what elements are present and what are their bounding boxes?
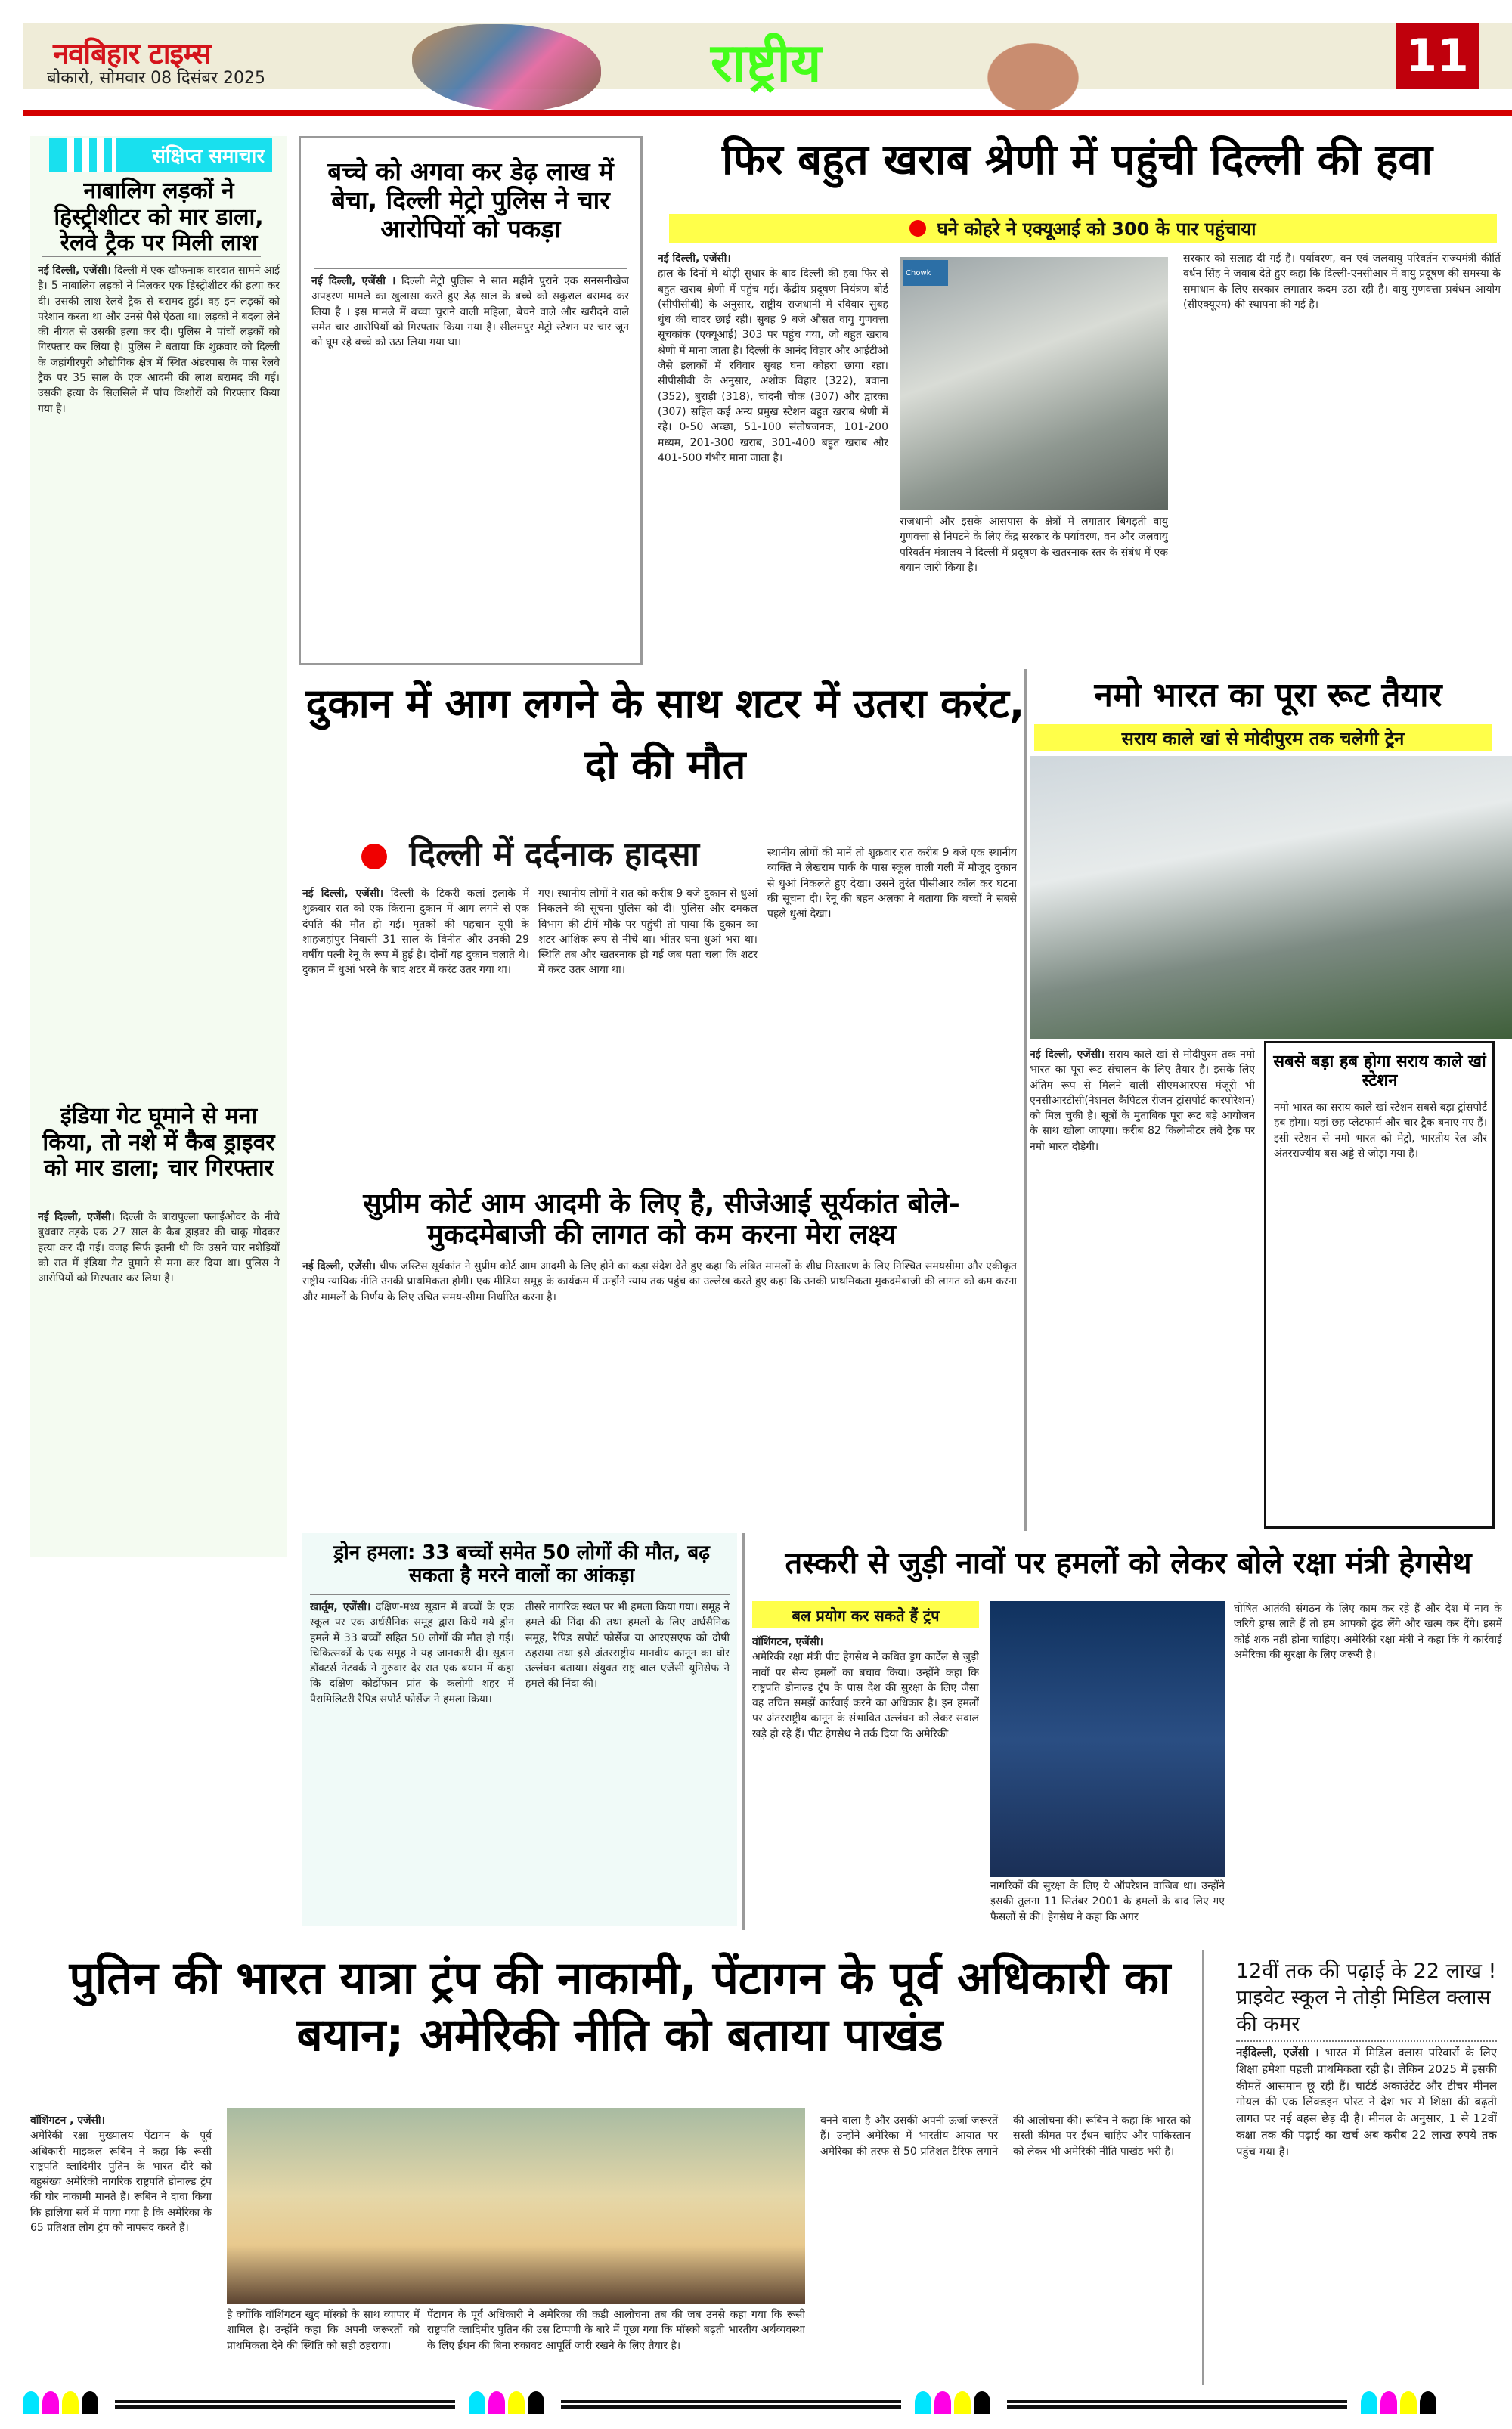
school-dateline: नईदिल्ली, एजेंसी । [1236, 2046, 1319, 2059]
fire-subhead: दिल्ली में दर्दनाक हादसा [409, 835, 700, 874]
kidnap-article [311, 274, 629, 652]
smog-traffic-photo [900, 257, 1168, 510]
drone-dateline: खार्तूम, एजेंसी। [310, 1601, 371, 1613]
hegseth-headline: तस्करी से जुड़ी नावों पर हमलों को लेकर बोले रक्षा मंत्री हेगसेथ [785, 1546, 1472, 1581]
cmyk-registration-mark [469, 2391, 547, 2417]
briefs-tag-stripes [67, 138, 116, 172]
cji-headline: सुप्रीम कोर्ट आम आदमी के लिए है, सीजेआई सूर्यकांत बोले- मुकदमेबाजी की लागत को कम करना मेरा लक्ष्य [363, 1188, 960, 1251]
divider [310, 1594, 730, 1595]
bullet-dot-icon [361, 844, 387, 869]
kidnap-body: दिल्ली मेट्रो पुलिस ने सात महीने पुराने एक सनसनीखेज अपहरण मामले का खुलासा करते हुए डेढ़ साल के बच्चे को सकुशल बरामद कर लिया है । इस मामले में बच्चा चुराने वाली महिला, बेचने वाले और खरीदने वाले समेत चार आरोपियों को गिरफ्तार किया गया है। सीलमपुर मेट्रो स्टेशन पर चार जून को घूम रहे बच्चे को उठा लिया गया था। [311, 275, 629, 349]
briefs-tag: संक्षिप्त समाचार [49, 138, 272, 172]
column-divider [742, 1533, 745, 1930]
brief1-headline: नाबालिग लड़कों ने हिस्ट्रीशीटर को मार डाला, रेलवे ट्रैक पर मिली लाश [54, 178, 264, 256]
brief2-article [38, 1210, 280, 1557]
brief1-body: दिल्ली में एक खौफनाक वारदात सामने आई है। 5 नाबालिग लड़कों ने मिलकर एक हिस्ट्रीशीटर की हत्या कर दी। उसकी लाश रेलवे ट्रैक से बरामद हुई। वह इन लड़कों को परेशान करता था और उनसे पैसे ऐंठता था। लड़कों ने बदला लेने की नीयत से उसकी हत्या कर दी। पुलिस ने पांचों लड़कों को गिरफ्तार कर लिया है। पुलिस ने बताया कि शुक्रवार को दिल्ली के जहांगीरपुरी औद्योगिक क्षेत्र में स्थित अंडरपास के पास रेलवे ट्रैक पर 35 साल के एक आदमी की लाश बरामद की गई। उसकी हत्या के सिलसिले में पांच किशोरों को गिरफ्तार किया गया है। [38, 265, 280, 415]
hegseth-subhead: बल प्रयोग कर सकते हैं ट्रंप [752, 1601, 979, 1628]
registration-line [1007, 2400, 1347, 2409]
namo-train-photo [1030, 756, 1512, 1039]
namo-box-headline: सबसे बड़ा हब होगा सराय काले खां स्टेशन [1273, 1052, 1486, 1091]
brief1-article [38, 263, 280, 1102]
divider [42, 256, 261, 257]
air-subhead: घने कोहरे ने एक्यूआई को 300 के पार पहुंचाया [937, 218, 1256, 240]
putin-article-col2: पेंटागन के पूर्व अधिकारी ने अमेरिका की कड़ी आलोचना तब की जब उनसे कहा गया कि रूसी राष्ट्रपति व्लादिमीर पुतिन की उस टिप्पणी के बारे में पूछा गया कि मॉस्को बढ़ती भारतीय अर्थव्यवस्था के लिए ईंधन की बिना रुकावट आपूर्ति जारी रखने के लिए तैयार है। [427, 2309, 805, 2352]
fire-headline: दुकान में आग लगने के साथ शटर में उतरा करंट, दो की मौत [305, 680, 1025, 788]
masthead-rule [23, 110, 1512, 116]
air-subhead-bar [669, 214, 1497, 243]
putin-article-col1 [30, 2113, 212, 2385]
page-number: 11 [1396, 23, 1479, 89]
air-headline: फिर बहुत खराब श्रेणी में पहुंची दिल्ली की हवा [722, 135, 1433, 184]
namo-body: सराय काले खां से मोदीपुरम तक नमो भारत का पूरा रूट संचालन के लिए तैयार है। इसके लिए अंतिम रूप से मिलने वाली सीएमआरएस मंजूरी भी एनसीआरटीसी(नेशनल कैपिटल रीजन ट्रांसपोर्ट कारपोरेशन) को मिल चुकी है। सूत्रों के मुताबिक पूरा रूट बड़े आयोजन के साथ खोला जाएगा। करीब 82 किलोमीटर लंबे ट्रैक पर नमो भारत दौड़ेगी। [1030, 1049, 1255, 1153]
registration-line [115, 2400, 455, 2409]
putin-dateline: वॉशिंगटन , एजेंसी। [30, 2115, 105, 2127]
statue-image [975, 24, 1104, 113]
fire-article-col2: गए। स्थानीय लोगों ने रात को करीब 9 बजे दुकान से धुआं निकलने की सूचना पुलिस को दी। पुलिस और दमकल विभाग की टीमें मौके पर पहुंची तो पाया कि दुकान का शटर आंशिक रूप से नीचे था। भीतर घना धुआं भरा था। स्थिति तब और खतरनाक हो गई जब पता चला कि शटर में करंट उतर आया था। [538, 888, 758, 977]
road-sign: Chowk [903, 260, 948, 286]
newspaper-brand: नवबिहार टाइम्स [53, 37, 211, 70]
fire-article-col1 [302, 886, 529, 1181]
putin-body: अमेरिकी रक्षा मुख्यालय पेंटागन के पूर्व अधिकारी माइकल रूबिन ने कहा कि रूसी राष्ट्रपति व्लादिमीर पुतिन के भारत दौरे को बहुसंख्य अमेरिकी नागरिक राष्ट्रपति डोनाल्ड ट्रंप की घोर नाकामी मानते हैं। रूबिन ने दावा किया कि हालिया सर्वे में पाया गया है कि अमेरिका के 65 प्रतिशत लोग ट्रंप को नापसंद करते हैं। [30, 2130, 212, 2235]
kidnap-headline: बच्चे को अगवा कर डेढ़ लाख में बेचा, दिल्ली मेट्रो पुलिस ने चार आरोपियों को पकड़ा [327, 156, 614, 243]
air-body: हाल के दिनों में थोड़ी सुधार के बाद दिल्ली की हवा फिर से बहुत खराब श्रेणी में पहुंच गई। केंद्रीय प्रदूषण नियंत्रण बोर्ड (सीपीसीबी) के अनुसार, राष्ट्रीय राजधानी में रविवार सुबह धुंध की चादर छाई रही। सुबह 9 बजे औसत वायु गुणवत्ता सूचकांक (एक्यूआई) 303 पर पहुंच गया, जो बहुत खराब श्रेणी में माना जाता है। [658, 268, 888, 357]
namo-article [1030, 1047, 1255, 1531]
hegseth-body: अमेरिकी रक्षा मंत्री पीट हेगसेथ ने कथित ड्रग कार्टेल से जुड़ी नावों पर सैन्य हमलों का बचाव किया। उन्होंने कहा कि राष्ट्रपति डोनाल्ड ट्रंप के पास देश की सुरक्षा के लिए जैसा वह उचित समझें कार्रवाई करने का अधिकार है। इन हमलों पर अंतरराष्ट्रीय कानून के संभावित उल्लंघन को लेकर सवाल खड़े हो रहे हैं। पीट हेगसेथ ने तर्क दिया कि अमेरिकी [752, 1651, 979, 1740]
air-body2: दिल्ली के आनंद विहार और आईटीओ जैसे इलाकों में रविवार सुबह घना कोहरा छाया रहा। सीपीसीबी के अनुसार, अशोक विहार (322), बवाना (352), बुराड़ी (318), चांदनी चौक (307) और द्वारका (307) सहित कई अन्य प्रमुख स्टेशन बहुत खराब श्रेणी में रहे। 0-50 अच्छा, 51-100 संतोषजनक, 101-200 मध्यम, 201-300 खराब, 301-400 बहुत खराब और 401-500 गंभीर माना जाता है। [658, 344, 888, 464]
school-article [1236, 2045, 1497, 2385]
air-photo-caption: राजधानी और इसके आसपास के क्षेत्रों में लगातार बिगड़ती वायु गुणवत्ता से निपटने के लिए केंद्र सरकार के पर्यावरण, वन और जलवायु परिवर्तन मंत्रालय ने दिल्ली में प्रदूषण के खतरनाक स्तर के संबंध में एक बयान जारी किया है। [900, 516, 1168, 574]
fire-subhead-row [361, 830, 699, 875]
air-article-col3: सरकार को सलाह दी गई है। पर्यावरण, वन एवं जलवायु परिवर्तन राज्यमंत्री कीर्ति वर्धन सिंह ने जवाब देते हुए कहा कि दिल्ली-एनसीआर में वायु प्रदूषण की समस्या के समाधान के लिए सरकार लगातार कदम उठा रही है। वायु गुणवत्ता प्रबंधन आयोग (सीएक्यूएम) की स्थापना की गई है। [1183, 253, 1501, 311]
school-headline: 12वीं तक की पढ़ाई के 22 लाख ! प्राइवेट स्कूल ने तोड़ी मिडिल क्लास की कमर [1236, 1958, 1497, 2042]
hegseth-article [752, 1634, 979, 1929]
brief1-dateline: नई दिल्ली, एजेंसी। [38, 265, 111, 277]
drone-headline: ड्रोन हमला: 33 बच्चों समेत 50 लोगों की मौत, बढ़ सकता है मरने वालों का आंकड़ा [333, 1541, 710, 1587]
fire-body: दिल्ली के टिकरी कलां इलाके में शुक्रवार रात को एक किराना दुकान में आग लगने से एक दंपति की मौत हो गई। मृतकों की पहचान यूपी के शाहजहांपुर निवासी 31 साल के विनीत और उनकी 29 वर्षीय पत्नी रेनू के रूप में हुई है। दोनों यह दुकान चलाते थे। दुकान में धुआं भरने के बाद शटर में करंट उतर गया था। [302, 888, 529, 977]
air-article-col1 [658, 251, 888, 663]
brief2-dateline: नई दिल्ली, एजेंसी। [38, 1211, 115, 1223]
namo-dateline: नई दिल्ली, एजेंसी। [1030, 1049, 1105, 1061]
air-dateline: नई दिल्ली, एजेंसी। [658, 253, 731, 265]
fire-dateline: नई दिल्ली, एजेंसी। [302, 888, 384, 900]
state-map-collage-image [412, 24, 601, 111]
putin-article-col3: बनने वाला है और उसकी अपनी ऊर्जा जरूरतें हैं। उन्होंने अमेरिका में भारतीय आयात पर अमेरिका की तरफ से 50 प्रतिशत टैरिफ लगाने की आलोचना की। रूबिन ने कहा कि भारत को सस्ती कीमत पर ईंधन चाहिए और पाकिस्तान को लेकर भी अमेरिकी नीति पाखंड भरी है। [820, 2115, 1191, 2158]
print-registration-strip [23, 2393, 1504, 2415]
hegseth-photo [990, 1601, 1225, 1877]
cmyk-registration-mark [23, 2391, 101, 2417]
cji-dateline: नई दिल्ली, एजेंसी। [302, 1260, 376, 1272]
kidnap-dateline: नई दिल्ली, एजेंसी । [311, 275, 396, 287]
fire-article-col3: स्थानीय लोगों की मानें तो शुक्रवार रात करीब 9 बजे एक स्थानीय व्यक्ति ने लेखराम पार्क के पास स्कूल वाली गली में मौजूद दुकान से धुआं निकलते हुए देखा। उसने तुरंत पीसीआर कॉल कर घटना की सूचना दी। रेनू की बहन अलका ने बताया कि बच्चों ने सबसे पहले धुआं देखा। [767, 847, 1017, 921]
cmyk-registration-mark [1361, 2391, 1439, 2417]
bullet-dot-icon [909, 220, 926, 237]
namo-headline: नमो भारत का पूरा रूट तैयार [1094, 676, 1442, 714]
hegseth-dateline: वॉशिंगटन, एजेंसी। [752, 1636, 823, 1648]
namo-box-body: नमो भारत का सराय काले खां स्टेशन सबसे बड़ा ट्रांसपोर्ट हब होगा। यहां छह प्लेटफार्म और चार ट्रैक बनाए गए हैं। इसी स्टेशन से नमो भारत को मेट्रो, भारतीय रेल और अंतरराज्यीय बस अड्डे से जोड़ा गया है। [1274, 1101, 1487, 1160]
namo-subhead: सराय काले खां से मोदीपुरम तक चलेगी ट्रेन [1034, 724, 1492, 751]
column-divider [1024, 669, 1027, 1531]
trump-modi-putin-collage-photo [227, 2108, 805, 2304]
putin-headline: पुतिन की भारत यात्रा ट्रंप की नाकामी, पेंटागन के पूर्व अधिकारी का बयान; अमेरिकी नीति को बताया पाखंड [69, 1952, 1171, 2062]
cmyk-registration-mark [915, 2391, 993, 2417]
drone-body: दक्षिण-मध्य सूडान में बच्चों के एक स्कूल पर एक अर्धसैनिक समूह द्वारा किये गये ड्रोन हमले में 33 बच्चों सहित 50 लोगों की मौत हो गई। चिकित्सकों के एक समूह ने यह जानकारी दी। सूडान डॉक्टर्स नेटवर्क ने गुरुवार देर रात एक बयान में कहा कि दक्षिण कोर्डोफान प्रांत के कलोगी शहर में पैरामिलिटरी रैपिड सपोर्ट फोर्सेज ने हमला किया। [310, 1601, 514, 1706]
section-title: राष्ट्रीय [711, 32, 822, 94]
hegseth-photo-caption: नागरिकों की सुरक्षा के लिए ये ऑपरेशन वाजिब था। उन्होंने इसकी तुलना 11 सितंबर 2001 के हमलों के बाद लिए गए फैसलों से की। हेगसेथ ने कहा कि अगर [990, 1880, 1225, 1923]
hegseth-article-col3: घोषित आतंकी संगठन के लिए काम कर रहे हैं और देश में नाव के जरिये ड्रग्स लाते हैं तो हम आपको ढूंढ लेंगे और खत्म कर देंगे। इसमें कोई शक नहीं होना चाहिए। अमेरिकी रक्षा मंत्री ने कहा कि ये कार्रवाई अमेरिका की सुरक्षा के लिए जरूरी है। [1234, 1603, 1502, 1661]
drone-article-col1 [310, 1600, 514, 1925]
divider [314, 268, 627, 269]
school-body: भारत में मिडिल क्लास परिवारों के लिए शिक्षा हमेशा पहली प्राथमिकता रही है। लेकिन 2025 में इसकी कीमतें आसमान छू रही हैं। चार्टर्ड अकाउंटेंट और टीचर मीनल गोयल की एक लिंक्डइन पोस्ट ने देश भर में शिक्षा की बढ़ती लागत पर नई बहस छेड़ दी है। मीनल के अनुसार, 1 से 12वीं कक्षा तक की पढ़ाई का खर्च अब करीब 22 लाख रुपये तक पहुंच गया है। [1236, 2046, 1497, 2158]
brief2-headline: इंडिया गेट घूमाने से मना किया, तो नशे में कैब ड्राइवर को मार डाला; चार गिरफ्तार [42, 1103, 275, 1182]
cji-body: चीफ जस्टिस सूर्यकांत ने सुप्रीम कोर्ट आम आदमी के लिए होने का कड़ा संदेश देते हुए कहा कि लंबित मामलों के शीघ्र निस्तारण के लिए निश्चित समयसीमा और एकीकृत राष्ट्रीय न्यायिक नीति उनकी प्राथमिकता होगी। एक मीडिया समूह के कार्यक्रम में उन्होंने न्याय तक पहुंच का उल्लेख करते हुए कहा कि उनकी प्राथमिकता मुकदमेबाजी की लागत को कम करना और मामलों के निर्णय के लिए उचित समय-सीमा निर्धारित करना है। [302, 1260, 1017, 1303]
brief2-body: दिल्ली के बारापुल्ला फ्लाईओवर के नीचे बुधवार तड़के एक 27 साल के कैब ड्राइवर की चाकू गोदकर हत्या कर दी गई। वजह सिर्फ इतनी थी कि उसने चार नशेड़ियों को रात में इंडिया गेट घुमाने से मना कर दिया था। पुलिस ने आरोपियों को गिरफ्तार कर लिया है। [38, 1211, 280, 1285]
issue-dateline: बोकारो, सोमवार 08 दिसंबर 2025 [47, 69, 265, 88]
cji-article [302, 1259, 1017, 1520]
drone-article-col2: तीसरे नागरिक स्थल पर भी हमला किया गया। समूह ने हमले की निंदा की तथा हमलों के लिए अर्धसैनिक समूह, रैपिड सपोर्ट फोर्सेज या आरएसएफ को दोषी ठहराया तथा इसे अंतरराष्ट्रीय मानवीय कानून का घोर उल्लंघन बताया। संयुक्त राष्ट्र बाल एजेंसी यूनिसेफ ने हमले की निंदा की। [525, 1601, 730, 1690]
registration-line [561, 2400, 901, 2409]
column-divider [1202, 1950, 1204, 2385]
putin-photo-caption: है क्योंकि वॉशिंगटन खुद मॉस्को के साथ व्यापार में शामिल है। उन्होंने कहा कि अपनी जरूरतों को प्राथमिकता देने की स्थिति को सही ठहराया। [227, 2309, 420, 2352]
